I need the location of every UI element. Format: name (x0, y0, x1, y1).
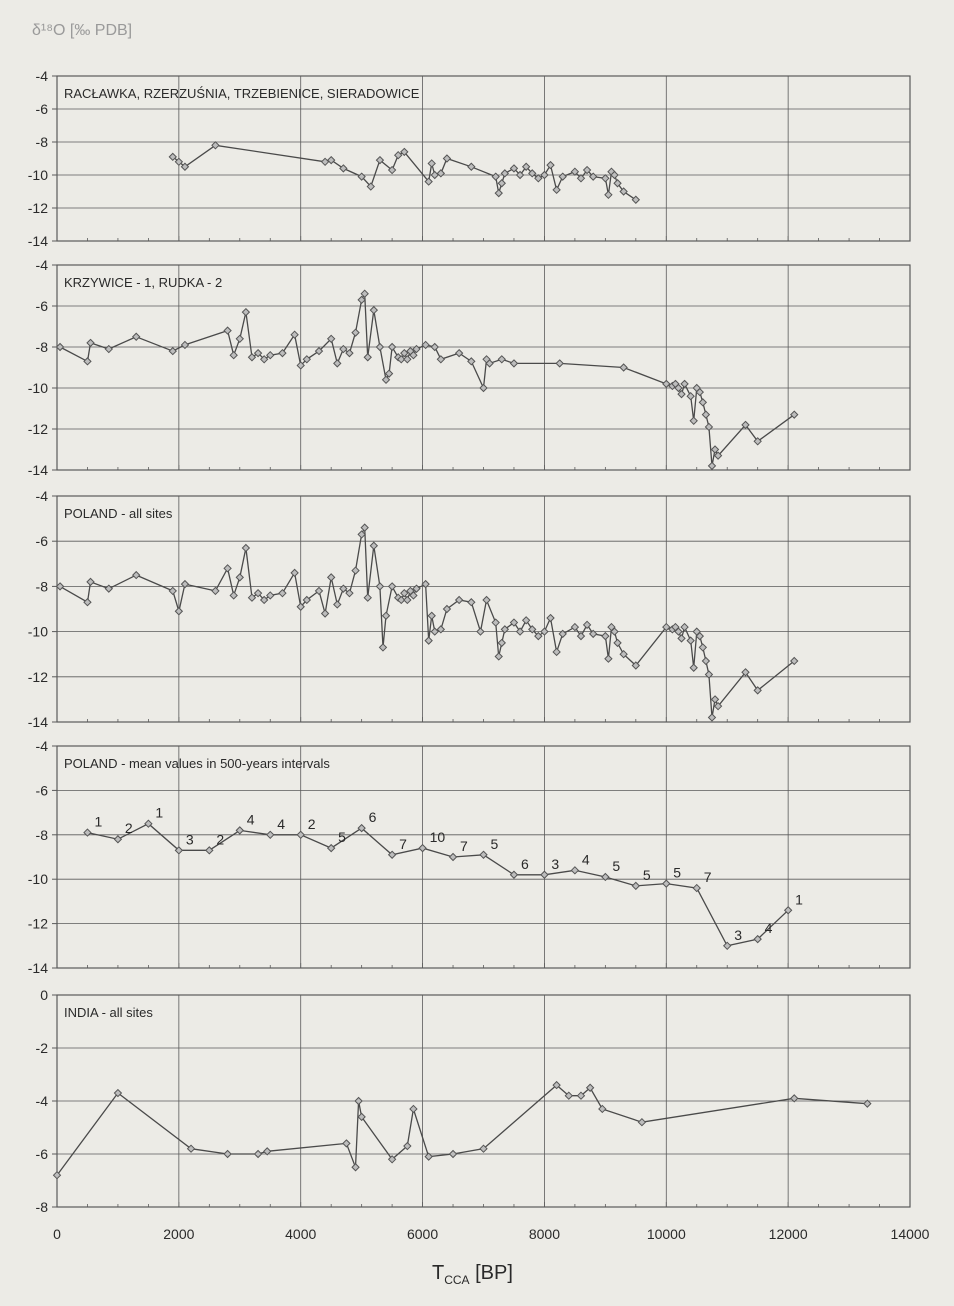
panel-4-data-point (224, 1151, 231, 1158)
panel-1-data-point (702, 411, 709, 418)
panel-0-ytick-label: -4 (35, 68, 48, 84)
panel-0-data-point (431, 172, 438, 179)
panel-2-data-point (483, 596, 490, 603)
panel-3-point-label: 1 (94, 813, 103, 830)
panel-1-data-point (712, 446, 719, 453)
panel-2-data-point (236, 574, 243, 581)
panel-1-data-point (468, 358, 475, 365)
x-axis-title-main: T (432, 1262, 445, 1284)
panel-0-data-point (559, 173, 566, 180)
panel-0-data-point (602, 175, 609, 182)
panel-0-data-point (553, 186, 560, 193)
panel-2-ytick-label: -8 (35, 578, 48, 595)
panel-2-data-point (605, 655, 612, 662)
panel-3-point-label: 5 (338, 829, 346, 846)
panel-2-data-point (602, 633, 609, 640)
panel-1-data-point (358, 296, 365, 303)
panel-0-data-point (443, 155, 450, 162)
panel-4-ytick-label: 0 (40, 987, 48, 1003)
panel-3-data-point (236, 827, 243, 834)
panel-0-data-point (605, 191, 612, 198)
panel-2-data-point (364, 594, 371, 601)
panel-1-data-point (699, 399, 706, 406)
x-axis-title-unit: [BP] (469, 1262, 513, 1284)
panel-1-data-point (236, 335, 243, 342)
panel-1-ytick-label: -14 (27, 462, 48, 478)
panel-3-ytick-label: -8 (35, 826, 48, 843)
panel-1-frame (57, 265, 910, 470)
panel-3-point-label: 7 (399, 835, 407, 852)
panel-3-point-label: 5 (642, 866, 651, 883)
panel-2-data-point (279, 590, 286, 597)
panel-1-data-point (230, 352, 237, 359)
panel-3-point-label: 5 (490, 835, 499, 852)
panel-1-data-point (352, 329, 359, 336)
x-tick-label: 14000 (890, 1226, 930, 1242)
panel-3-point-label: 5 (673, 864, 682, 881)
panel-2-data-point (553, 648, 560, 655)
panel-1-data-point (361, 290, 368, 297)
panel-3-title: POLAND - mean values in 500-years intervals (64, 756, 330, 771)
panel-2-data-point (468, 599, 475, 606)
panel-3-data-point (419, 845, 426, 852)
panel-3-point-label: 7 (460, 838, 468, 854)
panel-1-data-point (291, 331, 298, 338)
panel-4-ytick-label: -2 (35, 1040, 48, 1056)
panel-1-data-point (224, 327, 231, 334)
panel-3-point-label: 3 (185, 831, 194, 848)
panel-1-data-point (681, 380, 688, 387)
panel-0-data-point (541, 172, 548, 179)
panel-1-data-point (87, 339, 94, 346)
panel-2-data-point (352, 567, 359, 574)
panel-1-data-point (340, 346, 347, 353)
panel-0-data-point (495, 190, 502, 197)
panel-3-point-label: 5 (612, 857, 621, 874)
panel-3-data-point (450, 854, 457, 861)
panel-4-ytick-label: -4 (35, 1093, 48, 1109)
panel-0-ytick-label: -14 (27, 233, 48, 249)
panel-0-data-point (328, 157, 335, 164)
x-tick-label: 4000 (285, 1226, 317, 1242)
x-tick-label: 8000 (528, 1226, 561, 1242)
panel-2-data-point (517, 628, 524, 635)
panel-3-ytick-label: -14 (27, 960, 48, 976)
panel-2-data-point (328, 574, 335, 581)
panel-2-data-point (425, 637, 432, 644)
panel-2-series-line (60, 528, 794, 718)
panel-3-point-label: 2 (124, 820, 133, 837)
panel-0-title: RACŁAWKA, RZERZUŚNIA, TRZEBIENICE, SIERADOWICE (64, 86, 420, 101)
panel-1-ytick-label: -4 (35, 257, 48, 273)
panel-2-data-point (84, 599, 91, 606)
panel-1-data-point (498, 356, 505, 363)
panel-4-ytick-label: -8 (35, 1199, 48, 1215)
panel-2-data-point (495, 653, 502, 660)
panel-1-data-point (181, 341, 188, 348)
panel-1-data-point (705, 423, 712, 430)
panel-2-data-point (87, 578, 94, 585)
panel-1-data-point (84, 358, 91, 365)
panel-1-data-point (105, 346, 112, 353)
panel-2-data-point (498, 639, 505, 646)
panel-1-data-point (678, 391, 685, 398)
panel-3-point-label: 1 (155, 804, 164, 821)
panel-3-point-label: 6 (368, 809, 377, 826)
panel-1-data-point (334, 360, 341, 367)
panel-2-data-point (712, 696, 719, 703)
panel-2-data-point (242, 544, 249, 551)
panel-1-ytick-label: -6 (35, 298, 48, 314)
panel-2-ytick-label: -14 (27, 714, 48, 730)
panel-3-data-point (541, 871, 548, 878)
panel-1-data-point (389, 344, 396, 351)
panel-2-data-point (175, 608, 182, 615)
panel-2-ytick-label: -12 (27, 668, 48, 685)
panel-2-data-point (678, 635, 685, 642)
panel-3-point-label: 4 (764, 920, 773, 937)
panel-1-data-point (708, 462, 715, 469)
panel-2-data-point (404, 596, 411, 603)
panel-0-data-point (501, 170, 508, 177)
panel-2-data-point (690, 664, 697, 671)
panel-3-ytick-label: -4 (35, 738, 48, 754)
panel-3-point-label: 3 (551, 855, 560, 872)
panel-4-data-point (352, 1164, 359, 1171)
panel-2-data-point (708, 714, 715, 721)
panel-3-ytick-label: -6 (35, 782, 48, 799)
panel-2-data-point (614, 639, 621, 646)
panel-2-title: POLAND - all sites (64, 506, 173, 521)
panel-1-data-point (404, 356, 411, 363)
panel-1-data-point (279, 350, 286, 357)
panel-2-frame (57, 496, 910, 722)
panel-3-point-label: 6 (520, 855, 529, 872)
panel-2-data-point (322, 610, 329, 617)
panel-1-data-point (556, 360, 563, 367)
panel-2-data-point (133, 572, 140, 579)
panel-0-data-point (322, 158, 329, 165)
panel-2-data-point (383, 612, 390, 619)
panel-3-point-label: 3 (734, 926, 743, 943)
panel-0-ytick-label: -10 (27, 167, 48, 183)
panel-4-data-point (255, 1151, 262, 1158)
panel-3-point-label: 2 (216, 831, 225, 848)
panel-0-ytick-label: -6 (35, 101, 48, 117)
panel-1-data-point (431, 344, 438, 351)
panel-3-data-point (632, 882, 639, 889)
panel-2-data-point (212, 587, 219, 594)
panel-1-ytick-label: -8 (35, 339, 48, 355)
panel-1-series-line (60, 294, 794, 466)
panel-2-data-point (376, 583, 383, 590)
panel-0-data-point (437, 170, 444, 177)
panel-3-data-point (328, 845, 335, 852)
panel-4-data-point (638, 1119, 645, 1126)
panel-1-ytick-label: -12 (27, 421, 48, 437)
panel-3-point-label: 4 (246, 811, 255, 828)
panel-1-ytick-label: -10 (27, 380, 48, 396)
panel-1-data-point (370, 307, 377, 314)
panel-2-data-point (370, 542, 377, 549)
panel-4-data-point (599, 1105, 606, 1112)
panel-1-data-point (620, 364, 627, 371)
panel-2-data-point (361, 524, 368, 531)
panel-4-data-point (343, 1140, 350, 1147)
panel-1-data-point (242, 309, 249, 316)
panel-0-data-point (395, 152, 402, 159)
panel-0-data-point (428, 160, 435, 167)
panel-2-data-point (334, 601, 341, 608)
y-axis-title: δ¹⁸O [‰ PDB] (32, 22, 133, 39)
panel-3-ytick-label: -12 (27, 915, 48, 932)
panel-3-data-point (267, 831, 274, 838)
panel-4-title: INDIA - all sites (64, 1005, 153, 1020)
panel-1-data-point (133, 333, 140, 340)
panel-4-data-point (450, 1151, 457, 1158)
panel-3-data-point (114, 836, 121, 843)
x-tick-label: 2000 (163, 1226, 195, 1242)
panel-3-data-point (206, 847, 213, 854)
panel-2-ytick-label: -4 (35, 488, 48, 504)
panel-2-data-point (571, 624, 578, 631)
x-tick-label: 12000 (768, 1226, 808, 1242)
panel-1-data-point (364, 354, 371, 361)
x-axis-title (432, 1262, 513, 1287)
panel-3-point-label: 10 (429, 829, 446, 846)
panel-0-data-point (547, 162, 554, 169)
panel-3-point-label: 7 (703, 869, 712, 886)
panel-2-ytick-label: -6 (35, 533, 48, 550)
panel-3-data-point (510, 871, 517, 878)
panel-1-data-point (383, 376, 390, 383)
panel-3-point-label: 4 (277, 815, 286, 832)
panel-0-data-point (468, 163, 475, 170)
panel-0-ytick-label: -12 (27, 200, 48, 216)
x-tick-label: 10000 (646, 1226, 686, 1242)
panel-2-data-point (428, 612, 435, 619)
panel-3-point-label: 1 (795, 891, 803, 908)
panel-4-data-point (410, 1105, 417, 1112)
panel-2-data-point (291, 569, 298, 576)
panel-2-data-point (358, 531, 365, 538)
panel-0-ytick-label: -8 (35, 134, 48, 150)
panel-3-data-point (663, 880, 670, 887)
panel-3-data-point (571, 867, 578, 874)
x-tick-label: 6000 (406, 1226, 439, 1242)
panel-2-data-point (681, 624, 688, 631)
panel-3-point-label: 4 (581, 851, 590, 868)
panel-4-data-point (355, 1098, 362, 1105)
panel-1-data-point (510, 360, 517, 367)
panel-1-data-point (386, 370, 393, 377)
panel-1-data-point (422, 341, 429, 348)
panel-3-data-point (724, 942, 731, 949)
panel-0-data-point (498, 180, 505, 187)
panel-1-title: KRZYWICE - 1, RUDKA - 2 (64, 275, 223, 290)
panel-4-ytick-label: -6 (35, 1146, 48, 1162)
panel-2-ytick-label: -10 (27, 623, 48, 640)
panel-2-data-point (224, 565, 231, 572)
panel-2-data-point (699, 644, 706, 651)
panel-3-data-point (297, 831, 304, 838)
panel-1-data-point (376, 344, 383, 351)
x-axis-title-subscript: CCA (444, 1273, 470, 1287)
panel-0-data-point (632, 196, 639, 203)
x-tick-label: 0 (53, 1226, 61, 1242)
panel-1-data-point (690, 417, 697, 424)
panel-3-point-label: 2 (307, 815, 316, 832)
panel-2-data-point (702, 657, 709, 664)
panel-2-data-point (379, 644, 386, 651)
panel-2-data-point (547, 615, 554, 622)
panel-1-data-point (437, 356, 444, 363)
panel-1-data-point (687, 393, 694, 400)
panel-3-ytick-label: -10 (27, 871, 48, 888)
panel-1-data-point (480, 385, 487, 392)
panel-2-data-point (477, 628, 484, 635)
panel-1-data-point (169, 348, 176, 355)
panel-1-data-point (248, 354, 255, 361)
panel-2-data-point (492, 619, 499, 626)
panel-3-data-point (480, 851, 487, 858)
panel-3-data-point (693, 885, 700, 892)
panel-1-data-point (456, 350, 463, 357)
panel-2-data-point (230, 592, 237, 599)
panel-2-data-point (687, 637, 694, 644)
panel-2-data-point (389, 583, 396, 590)
panel-0-data-point (492, 173, 499, 180)
panel-2-data-point (577, 633, 584, 640)
panel-2-data-point (169, 587, 176, 594)
